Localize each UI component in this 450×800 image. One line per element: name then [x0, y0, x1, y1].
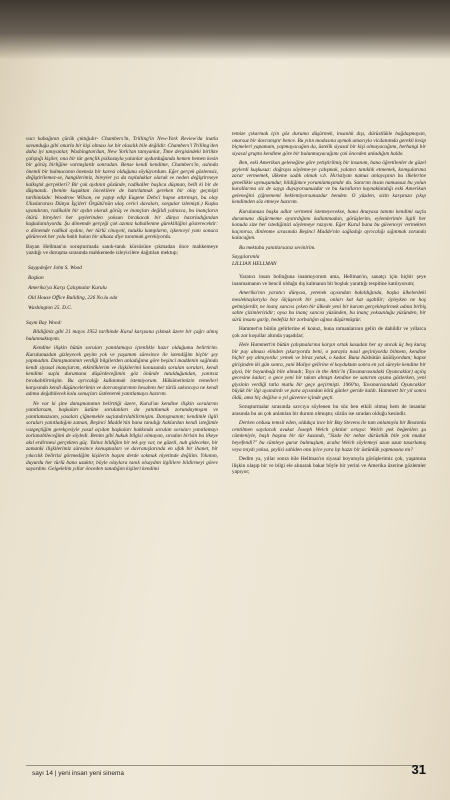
body-paragraph: Yaratıcı insan bolluğuna inanmıyorum ama, Hellman'ın, sanatçı için hiçbir şeye inanmamanın ve bencil olduğu dış kalmanın bir boşluk yarattığı tespitine katılıyorum; [232, 274, 426, 287]
quote-paragraph: Derken ordusu temsil eden, oldukça ince bir Bay Stevens ile tam anlamıyla bir Bostonlu centilmen sayılacak avukat Joseph Welch çıktılar ortaya: Welch pek beğenilen şu cümleniyle, başlı başına bir tür kazandı, "Sizde bir nebze dürüstlük bile yok mudur beyefendi?" bu cümleye gurur bulmuşlum, acaba Welch söylemeyi uzun uzun tasarlamış veya mıydı yoksa, şeylisi sahiden onu iyice yara lıp hazzı bir üstünlük yapmasına mı? [232, 420, 426, 453]
address-line: Saygıdeğer John S. Wood [28, 264, 82, 271]
page-number: 31 [411, 762, 426, 777]
body-paragraph: Soruşturmalar sırasında savcıya söylenen bu söz ben etkili olmuş hem de insanlar arasında bu an çok anlatılan bir durum olmuştu; sözün ise sıradan olduğu kesindir. [232, 404, 426, 417]
letter-paragraph: Bu mektubu yanıtlarsanız sevinirim. [239, 244, 316, 251]
body-paragraph: vacı kabağının çürük çıktığıdır- Chambers'in, Trilling'in New-York Review'da inatla savunduğu gibi onurlu bir kişi olması ise bir olasılık bile değildir. Chambers'i Trilling'den daha iyi tanıyanlar, Washington'dan, New York'tan tanıyanlar, Time dergisindeki birlikte çalıştığı kişiler, ona bir tür gençlik psikozuyla yalanlar uydurduğunda hemen hemen kesin bir görüş birliğine varmışlardı sonradan. Bense kendi kendime, Chambers'in, aslında önemli bir bulmacanın önemsiz bir karesi olduğunu söylüyordum. Eğer gerçek gözlemsiz, değiştirilemez-se, hangilerimiz, bireyler ya da topluluklar olarak ve neden değiştirmeye kalkıştık gerçekleri? Bir çok aydının gözünde, radikaller başlıca düşman, belli ki bir de düşmandı. (benim kuşaktan öncekilere de hatırlatmak gereken bir olay geçmişti tarihimizde: Woodrow Wilson, ne yapıp edip Eugene Debs'i hapse attırmıştı, bu olay Uluslararası Dünya İşçileri Örgütü'nün ulaş cerici davaları, sorgular izlemişti.) Kuşku uyandıran, radikalin bir aydın olarak görüş ve inançları değildi yalnızca, bu inançların ötürü bireyleri her şeylerinden yoksun bırakacak bir dünya hazırladığından kuşkulanılıyordu. Şu dönemde gerçeği çok azımız kabullenme gürekliliğini gösterecektir: o dönemde radikal aydını, her türlü cinayeti, tutuklu kampların, işkenceyi yanı sonuca götürecek her yolu haklı bulan bir alkaza diye tanıtmak gerekiyordu. [26, 136, 218, 241]
body-paragraph: Hammet'ın bütün gelirlerine el konuz, buna romanlarının gelirı de dahildir ve yıllarca çok zor koşullar altında yaşadılar; [232, 326, 426, 339]
letter-paragraph: Kurulunuza başka adlar vermemi istemeyecekse, bana Anayasa tanımı kendimi suçlu durumuna düşürmeme aystırdığımı kullanmadan, görüşlerim, eylemlerimle ilgili her konuda size her istediğinizi söylemeye razıyım. Eğer Kurul bana bu güvenceyi vermekten kaçınırsa, dinlenme sırasında Beşinci Madde'nin sağladığı ayrıcalığı sığınmak zorunda kalacağım. [232, 209, 426, 242]
footer-issue-label: sayı 14 | yeni insan yeni sinema [32, 770, 125, 777]
footer-divider [26, 765, 424, 766]
letter-signature: LILLIAN HELLMAN [232, 260, 277, 267]
quote-paragraph: Amerika'nın yaratıcı dünyası, yetenek açısından bakıldığında, başka ülkelerdeki meslektaşlarıyla boy ölçüşecek bir yana, onları kat kat aşabilir; öyleyken ne hoş gelmişlerdir, ne inanç sancısı çeken bir ülkede yeni bir kuram gerçekleştirmek adına birbiş sahte çizimlerizidir; oysa bu inanç sancısı yüzünden, bu inanç yoksunluğu yüzünden, bir sürü insanı garip, hedefsiz bir zorbalığın ağına düşürmüştür. [232, 290, 426, 323]
letter-closing: Saygılarımla [232, 254, 260, 261]
letter-paragraph: Bildiğiniz gibi 21 mayıs 1952 tarihinde Kurul karşısına çıkmak üzere bir çağrı almış bulunmaktayım. [26, 329, 218, 342]
letter-paragraph: temize çıkarmak için göz duruma düşürmek, insanlık dışı, dürüstlükle bağdaşmayan, onursuz bir davranıştır bence. Bu yılın modasına uymak amacıyla vicdanımda gerekli kesip biçmeleri yapamam, yapmayacağım da, üstelik siyasal bir kişi olmayacağımı, herhangi bir siyasal grupta kendime göre bir bulunmayacağımı çok önceden anladığım halde. [232, 131, 426, 157]
letter-greeting: Saym Bay Wood: [26, 319, 62, 326]
body-paragraph: Dedim ya, yıllar sonra bile Hellman'ın siyasal boyutuyla görüşlerimiz çok, yaşamına ilişkin ulaşıp bir ve bilgi ele alınarak bakar böyle bir yerini ve Amerika üzerine gözlemler yapıyor; [232, 456, 426, 476]
quote-paragraph: Hele Hammett'ın bütün çalışmalarına karşın ortak kasadan her ay ancak üç beş kuruş bir pay alması elinden çıkarıyordu beni, o parayla nasıl geçiniyordu bilmem, kendine hiçbir şey almıyordu: yemek ve biraz yatak, o kadar. Buna büsbütün üzülüyordum; hapse girişinden iki gün sonra, yani Maliye gelirine el koyduktan sonra en yal süreyle kendine bir giysi, bir boyunbağı bile almadı; Toys in the Attic'in (Tavanarasındaki Oyuncaklar) açılış gecesine kadar; o gece yeni bir takım almıştı kendine ne sanırım oyunu gözlerken, yeni giysinin verdiği tatla mutlu bir geçe geçirmişti. 1960'ta, Tavanarasındaki Oyuncaklar büyük bir ilgi uyandırdı ve para açısından kötü günler geride kaldı. Hammett bir yıl sonra öldü, ama hiç değilse o yıl güvence içinde geçti. [232, 342, 426, 401]
letter-paragraph: Ne var ki şine danışmanımın belirttiği üzere, Kurul'un kendine ilişkin sorularını yanıtlarsam, başkaları üstüne sorulanları da yanıtlamak zorundaymışım ve yanıtlamazsam, yasaları çiğnemekle suçlandırılabilirmişim. Danışmanım; kendimle ilgili soruları yanıtladığım zaman, Beşinci Madde'nin bana tanıdığı haklardan kendi isteğimle vazgeçtiğim gerekçesiyle yasal açıdan başkaları hakkında sorulan soruları yanıtlamayı zorlanabileceğimi de söyledi. Benim gibi hukuk bilgisi olmayan, sıradan birisin bu ilkeye akıl erdirmesi gerçekten güç. Yalnız bildiğim bir tek şey var, ne güzeli, nuh gidecekte, bir zamanki ilişkilerimiz süresince konuşmaları ve davranışlarında en ufak bir ihanet, bir yıkıcılık belirtisi görmediğim kişilerin başını derde sokmak niyetinde değilim. Yıkımın, duyurdu her türlü bana uzaktır, böyle olaylara tanık olsaydım ilgililere bildirmeyi görev sayardım. Gelgelelim yıllar önceden tanıdığım kişileri kendimi [26, 400, 218, 473]
right-column [232, 131, 426, 479]
address-line: Amerika'ya Karşı Çalışmalar Kurulu [28, 284, 107, 291]
address-line: Old House Office Building, 226 No.lu oda [28, 294, 118, 301]
letter-paragraph: Ben, eski Amerikan geleneğine göre yetiştirilmiş bir insanım, bana öğretilenler de güzel şeylerdi kuşkusuz: doğruyu söyleme-ye çalışmak, yalancı tanıklık etmemek, komşularıma zarar vermemek, ülkeme sadık olmak v.b. Hıristiyan namus anlayışının bu ilkelerine genellikle uymuşumdur, bildiğimce yorumlamışımdır da. Sanırım insan namussuz bu yolun kurallarına siz de saygı duyuyorsunuzdur ve bu kuralların kaynaklandığı eski Amerikan geleneğini çiğnememi beklemiyorsunuzdur benden. O yüzden, sizin karşınıza çıkıp kendimden söz etmeye hazırım. [232, 160, 426, 206]
left-column [26, 136, 218, 476]
page-top-shadow [0, 0, 450, 60]
address-line: Washington 25. D.C. [28, 305, 73, 312]
letter-intro-paragraph: Bayan Hellman'ın soruşturmada sanık-tanık kürsüsüne çıkmadan önce mahkemeye yazdığı ve duruşma sırasında mahkemede izleyicilere dağıtılan mektup; [26, 243, 218, 257]
letter-paragraph: Kendine ilişkin bütün soruları yanıtlamaya içtenlikle hazır olduğumu belirtirim. Kurulunuzdan gizleyecek geyim yok ve yaşamım süresince ile istendiğim hiçbir şey yapmadım. Danışmanımın verdiği bilgilerden anladığıma göre beşinci maddenin sağlında kendi siyasal inançlarım, etkinliklerim ve ilişkilerimi konusunda sorulan soruları, kendi kendimi suçlu durumuna düşürdeceğimin göz önünde tutulduğundan, yanıtsız bırakabilirmişim. Bu ayrıcalığı kullanmak istemiyorum. Hükümetimizin temelleri karşısında kendi düşüncelerimin ve davranışlarımın hesabını her türlü sakıncaya ne kendi adıma değabilecek kolu sonuçları üstlenerek yanıtlamaya hazırım. [26, 345, 218, 398]
address-line: Başkan [28, 274, 44, 281]
letter-address-block [28, 265, 218, 312]
